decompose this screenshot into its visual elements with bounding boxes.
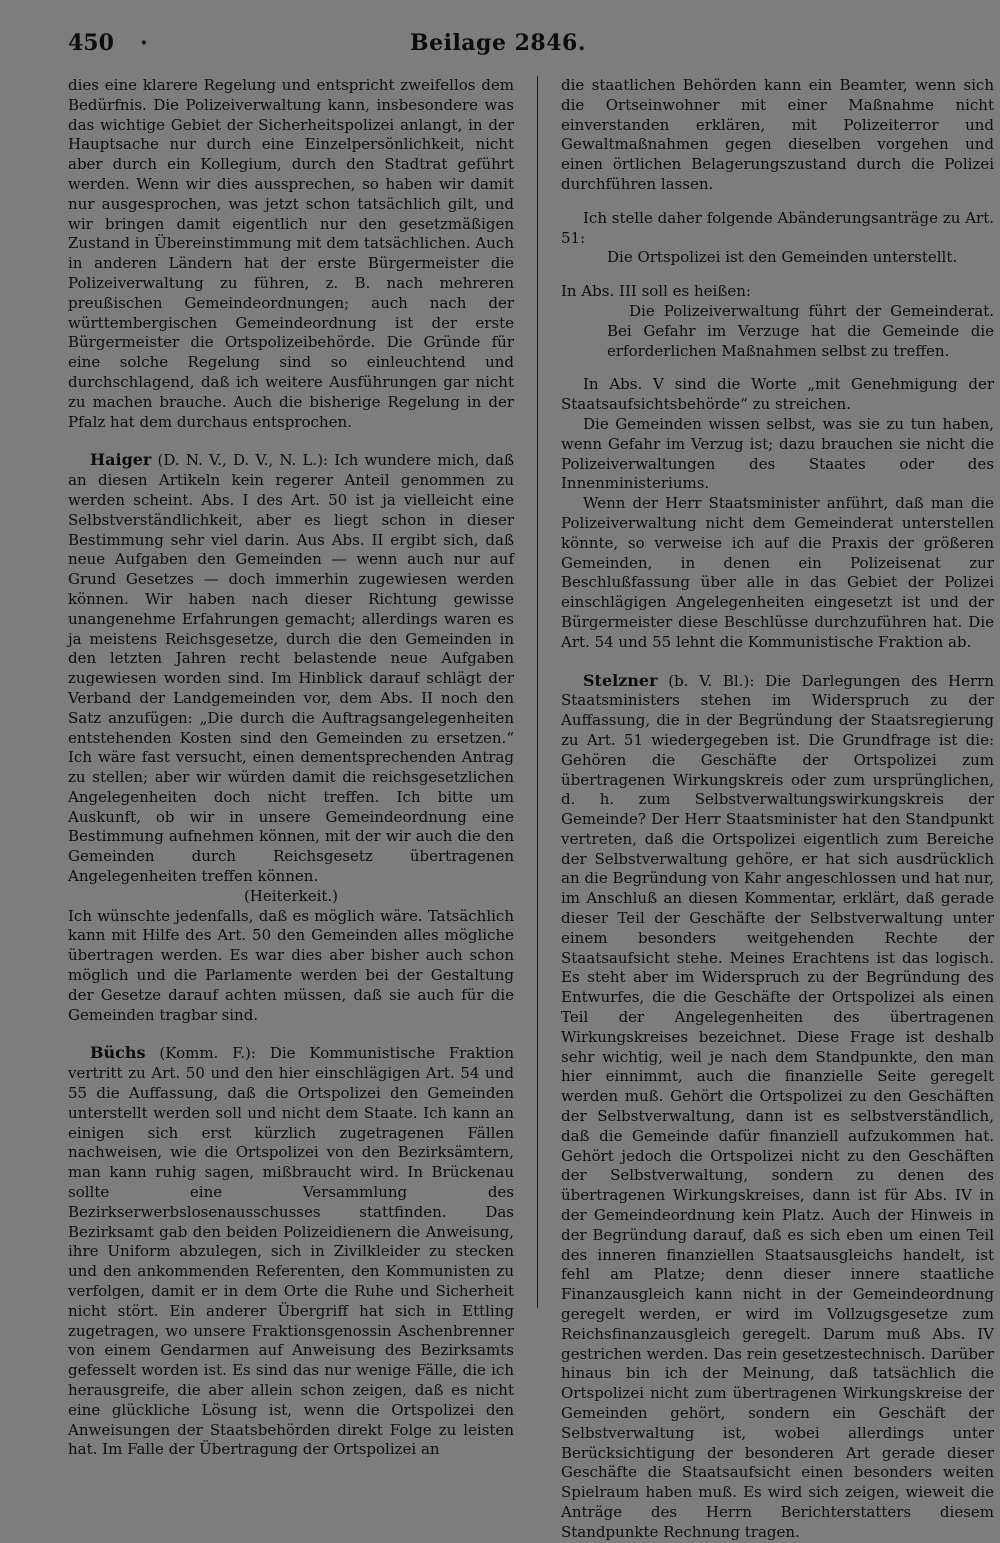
paragraph: In Abs. V sind die Worte „mit Genehmigung der Staatsaufsichtsbehörde“ zu streichen. bbox=[561, 375, 994, 414]
paragraph: In Abs. III soll es heißen: bbox=[561, 282, 751, 301]
right-column bbox=[561, 76, 994, 1541]
speaker-party: (b. V. Bl.): bbox=[657, 671, 755, 690]
paragraph: die staatlichen Behörden kann ein Beamter, wenn sich die Ortseinwohner mit einer Maßnahme nicht einverstanden erklären, mit Polizeiterror und Gewaltmaßnahmen gegen dieselben vorgehen und einen örtlichen Belagerungszustand durch die Polizei durchführen lassen. bbox=[561, 76, 994, 193]
speech-text: Die Kommunistische Fraktion vertritt zu Art. 50 und den hier einschlägigen Art. 54 und 55 die Auffassung, daß die Ortspolizei den Gemeinden unterstellt werden soll und nicht dem Staate. Ich kann an einigen sich erst kürzlich zugetragenen Fällen nachweisen, wie die Ortspolizei von den Bezirksämtern, man kann ruhig sagen, mißbraucht wird. In Brückenau sollte eine Versammlung des Bezirkserwerbslosenausschusses stattfinden. Das Bezirksamt gab den beiden Polizeidienern die Anweisung, ihre Uniform abzulegen, sich in Zivilkleider zu stecken und den ankommenden Referenten, den Kommunisten zu verfolgen, damit er in dem Orte die Ruhe und Sicherheit nicht stört. Ein anderer Übergriff hat sich in Ettling zugetragen, wo unsere Fraktionsgenossin Aschenbrenner von einem Gendarmen auf Anweisung des Bezirksamts gefesselt worden ist. Es sind das nur wenige Fälle, die ich herausgreife, die aber allein schon zeigen, daß es nicht eine glückliche Lösung ist, wenn die Ortspolizei den Anweisungen der Staatsbehörden direkt Folge zu leisten hat. Im Falle der Übertragung der Ortspolizei an bbox=[68, 1044, 514, 1459]
paragraph: Ich stelle daher folgende Abänderungsanträge zu Art. 51: bbox=[561, 208, 994, 247]
paragraph: Wenn der Herr Staatsminister anführt, daß man die Polizeiverwaltung nicht dem Gemeinderat unterstellen könnte, so verweise ich auf die Praxis der größeren Gemeinden, in denen ein Polizeisenat zur Beschlußfassung über alle in das Gebiet der Polizei einschlägigen Angelegenheiten eingesetzt ist und der Bürgermeister diese Beschlüsse durchzuführen hat. Die Art. 54 und 55 lehnt die Kommunistische Fraktion ab. bbox=[561, 494, 994, 651]
speech-stelzner bbox=[561, 671, 994, 1543]
motion-text: Die Ortspolizei ist den Gemeinden unterstellt. bbox=[607, 248, 958, 267]
paragraph: Ich wünschte jedenfalls, daß es möglich wäre. Tatsächlich kann mit Hilfe des Art. 50 den Gemeinden alles mögliche übertragen werden. Es war dies aber bisher auch schon möglich und die Parlamente werden bei der Gestaltung der Gesetze darauf achten müssen, daß sie auch für die Gemeinden tragbar sind. bbox=[68, 906, 514, 1024]
paragraph: dies eine klarere Regelung und entspricht zweifellos dem Bedürfnis. Die Polizeiverwaltung kann, insbesondere was das wichtige Gebiet der Sicherheitspolizei anlangt, in der Hauptsache nur durch eine Einzelpersönlichkeit, nicht aber durch ein Kollegium, durch den Stadtrat geführt werden. Wenn wir dies aussprechen, so haben wir damit nur ausgesprochen, was jetzt schon tatsächlich gilt, und wir bringen damit eigentlich nur den gesetzmäßigen Zustand in Übereinstimmung mit dem tatsächlichen. Auch in anderen Ländern hat der erste Bürgermeister die Polizeiverwaltung zu führen, z. B. nach mehreren preußischen Gemeindeordnungen; auch nach der württembergischen Gemeindeordnung ist der erste Bürgermeister die Ortspolizeibehörde. Die Gründe für eine solche Regelung sind so einleuchtend und durchschlagend, daß ich weitere Ausführungen gar nicht zu machen brauche. Auch die bisherige Regelung in der Pfalz hat dem durchaus entsprochen. bbox=[68, 76, 514, 431]
page-number: 450 bbox=[68, 30, 114, 56]
page-header bbox=[68, 26, 928, 66]
paragraph: Die Gemeinden wissen selbst, was sie zu tun haben, wenn Gefahr im Verzug ist; dazu brauchen sie nicht die Polizeiverwaltungen des Staates oder des Innenministeriums. bbox=[561, 414, 994, 493]
speech-haiger bbox=[68, 450, 514, 887]
interjection: (Heiterkeit.) bbox=[243, 886, 339, 905]
speaker-name: Büchs bbox=[90, 1043, 146, 1063]
column-divider bbox=[537, 76, 538, 1308]
left-column bbox=[68, 76, 514, 1459]
motion-text: Die Polizeiverwaltung führt der Gemeinderat. Bei Gefahr im Verzuge hat die Gemeinde die erforderlichen Maßnahmen selbst zu treffen. bbox=[607, 301, 994, 360]
header-dot: · bbox=[140, 30, 148, 56]
speaker-name: Stelzner bbox=[583, 670, 658, 690]
speaker-name: Haiger bbox=[90, 450, 152, 470]
speech-text: Die Darlegungen des Herrn Staatsministers stehen im Widerspruch zu der Auffassung, die in der Begründung der Staatsregierung zu Art. 51 wiedergegeben ist. Die Grundfrage ist die: Gehören die Geschäfte der Ortspolizei zum übertragenen Wirkungskreis oder zum ursprünglichen, d. h. zum Selbstverwaltungswirkungskreis der Gemeinde? Der Herr Staatsminister hat den Standpunkt vertreten, daß die Ortspolizei eigentlich zum Bereiche der Selbstverwaltung gehöre, er hat sich ausdrücklich an die Begründung von Kahr angeschlossen und hat nur, im Anschluß an diesen Kommentar, erklärt, daß gerade dieser Teil der Geschäfte der Selbstverwaltung unter einem besonders weitgehenden Rechte der Staatsaufsicht stehe. Meines Erachtens ist das logisch. Es steht aber im Widerspruch zu der Begründung des Entwurfes, die die Geschäfte der Ortspolizei als einen Teil der Angelegenheiten des übertragenen Wirkungskreises bezeichnet. Diese Frage ist deshalb sehr wichtig, weil je nach dem Standpunkte, den man hier einnimmt, auch die finanzielle Seite geregelt werden muß. Gehört die Ortspolizei zu den Geschäften der Selbstverwaltung, dann ist es selbstverständlich, daß die Gemeinde dafür finanziell aufzukommen hat. Gehört jedoch die Ortspolizei nicht zu den Geschäften der Selbstverwaltung, sondern zu denen des übertragenen Wirkungskreises, dann ist für Abs. IV in der Gemeindeordnung kein Platz. Auch der Hinweis in der Begründung darauf, daß es sich eben um einen Teil des inneren finanziellen Staatsausgleichs handelt, ist fehl am Platze; denn dieser innere staatliche Finanzausgleich kann nicht in der Gemeindeordnung geregelt werden, er wird im Vollzugsgesetze zum Reichsfinanzausgleich geregelt. Darum muß Abs. IV gestrichen werden. Das rein gesetzestechnisch. Darüber hinaus bin ich der Meinung, daß tatsächlich die Ortspolizei nicht zum übertragenen Wirkungskreise der Gemeinden gehört, sondern ein Geschäft der Selbstverwaltung ist, wobei allerdings unter Berücksichtigung der besonderen Art gerade dieser Geschäfte die Staatsaufsicht einen besonders weiten Spielraum haben muß. Es wird sich zeigen, wieweit die Anträge des Herrn Berichterstatters diesem Standpunkte Rechnung tragen. bbox=[561, 671, 994, 1541]
speech-text: Ich wundere mich, daß an diesen Artikeln kein regerer Anteil genommen zu werden scheint. Abs. I des Art. 50 ist ja vielleicht eine Selbstverständlichkeit, aber es liegt schon in dieser Bestimmung sehr viel darin. Aus Abs. II ergibt sich, daß neue Aufgaben den Gemeinden — wenn auch nur auf Grund Gesetzes — doch immerhin zugewiesen werden können. Wir haben nach dieser Richtung gewisse unangenehme Erfahrungen gemacht; allerdings waren es ja meistens Reichsgesetze, durch die den Gemeinden in den letzten Jahren recht belastende neue Aufgaben zugewiesen worden sind. Im Hinblick darauf schlägt der Verband der Landgemeinden vor, dem Abs. II noch den Satz anzufügen: „Die durch die Auftragsangelegenheiten entstehenden Kosten sind den Gemeinden zu ersetzen.“ Ich wäre fast versucht, einen dementsprechenden Antrag zu stellen; aber wir würden damit die reichsgesetzlichen Angelegenheiten doch nicht treffen. Ich bitte um Auskunft, ob wir in unsere Gemeindeordnung eine Bestimmung aufnehmen können, mit der wir auch die den Gemeinden durch Reichsgesetz übertragenen Angelegenheiten treffen können. bbox=[68, 451, 514, 886]
speaker-party: (Komm. F.): bbox=[145, 1044, 256, 1063]
speech-buechs bbox=[68, 1043, 514, 1460]
speaker-party: (D. N. V., D. V., N. L.): bbox=[151, 451, 329, 470]
page-title: Beilage 2846. bbox=[410, 30, 586, 56]
